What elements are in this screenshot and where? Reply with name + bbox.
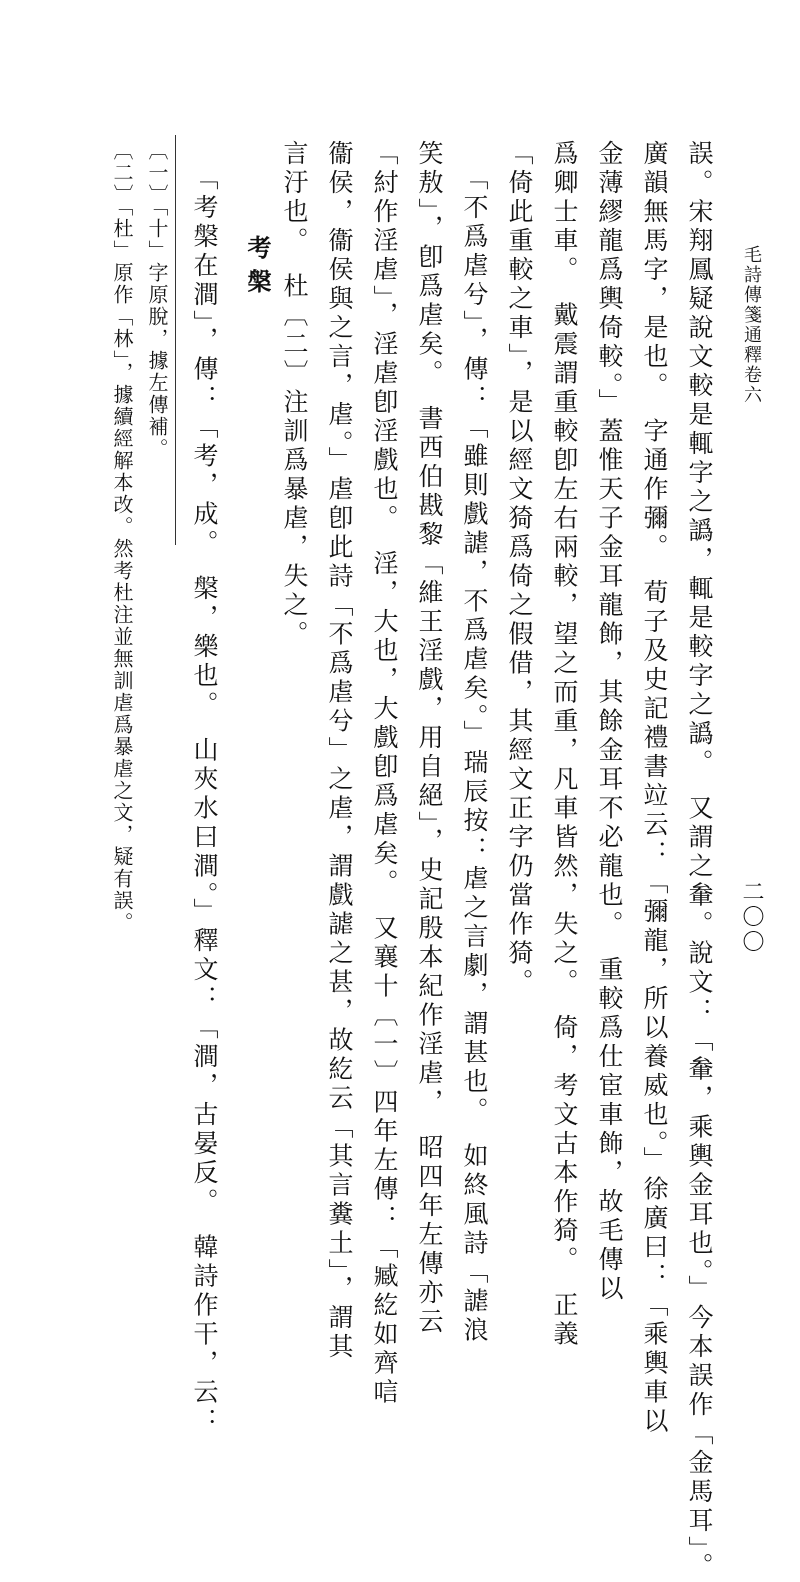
running-header: 毛詩傳箋通釋卷六 [741, 245, 762, 405]
text-column-9: 衞侯，衞侯與之言，虐。」虐卽此詩「不爲虐兮」之虐，謂戲謔之甚，故紇云「其言糞土」，謂其 [325, 140, 354, 1362]
section-title: 考槃 [243, 235, 272, 303]
page-number: 二〇〇 [739, 880, 764, 955]
text-column-8: 「紂作淫虐」，淫虐卽淫戲也。 淫，大也，大戲卽爲虐矣。 又襄十〔一〕四年左傳：「臧紇如齊唁 [370, 140, 399, 1408]
text-column-3: 金薄繆龍爲輿倚較。」蓋惟天子金耳龍飾，其餘金耳不必龍也。 重較爲仕宦車飾，故毛傳以 [595, 140, 624, 1304]
text-column-4: 爲卿士車。 戴震謂重較卽左右兩較，望之而重，凡車皆然，失之。 倚，考文古本作猗。 正義 [550, 140, 579, 1350]
footnote-2: 〔二〕「杜」原作「林」，據續經解本改。然考杜注並無訓虐爲暴虐之文，疑有誤。 [110, 140, 134, 934]
text-column-6: 「不爲虐兮」，傳：「雖則戲謔，不爲虐矣。」瑞辰按：虐之言劇，謂甚也。 如終風詩「謔浪 [460, 165, 489, 1346]
text-column-7: 笑敖」，卽爲虐矣。 書西伯戡黎「維王淫戲，用自絕」，史記殷本紀作淫虐， 昭四年左傳亦云 [415, 140, 444, 1337]
text-column-10: 言汙也。 杜〔二〕注訓爲暴虐，失之。 [280, 140, 309, 650]
text-column-2: 廣韻無馬字，是也。 字通作彌。 荀子及史記禮書竝云：「彌龍，所以養威也。」徐廣曰：「乘輿車以 [640, 140, 669, 1437]
notes-divider [175, 135, 176, 545]
text-column-5: 「倚此重較之車」，是以經文猗爲倚之假借，其經文正字仍當作猗。 [505, 140, 534, 998]
poem-commentary-column: 「考槃在澗」，傳：「考，成。 槃，樂也。 山夾水曰澗。」釋文：「澗，古晏反。 韓詩作干，云： [190, 165, 219, 1437]
footnote-1: 〔一〕「十」字原脫，據左傳補。 [145, 140, 169, 460]
text-column-1: 誤。宋翔鳳疑說文較是輒字之譌，輒是較字之譌。 又謂之軬。說文：「軬，乘輿金耳也。」今本誤作「金馬耳」。 [685, 140, 714, 1582]
